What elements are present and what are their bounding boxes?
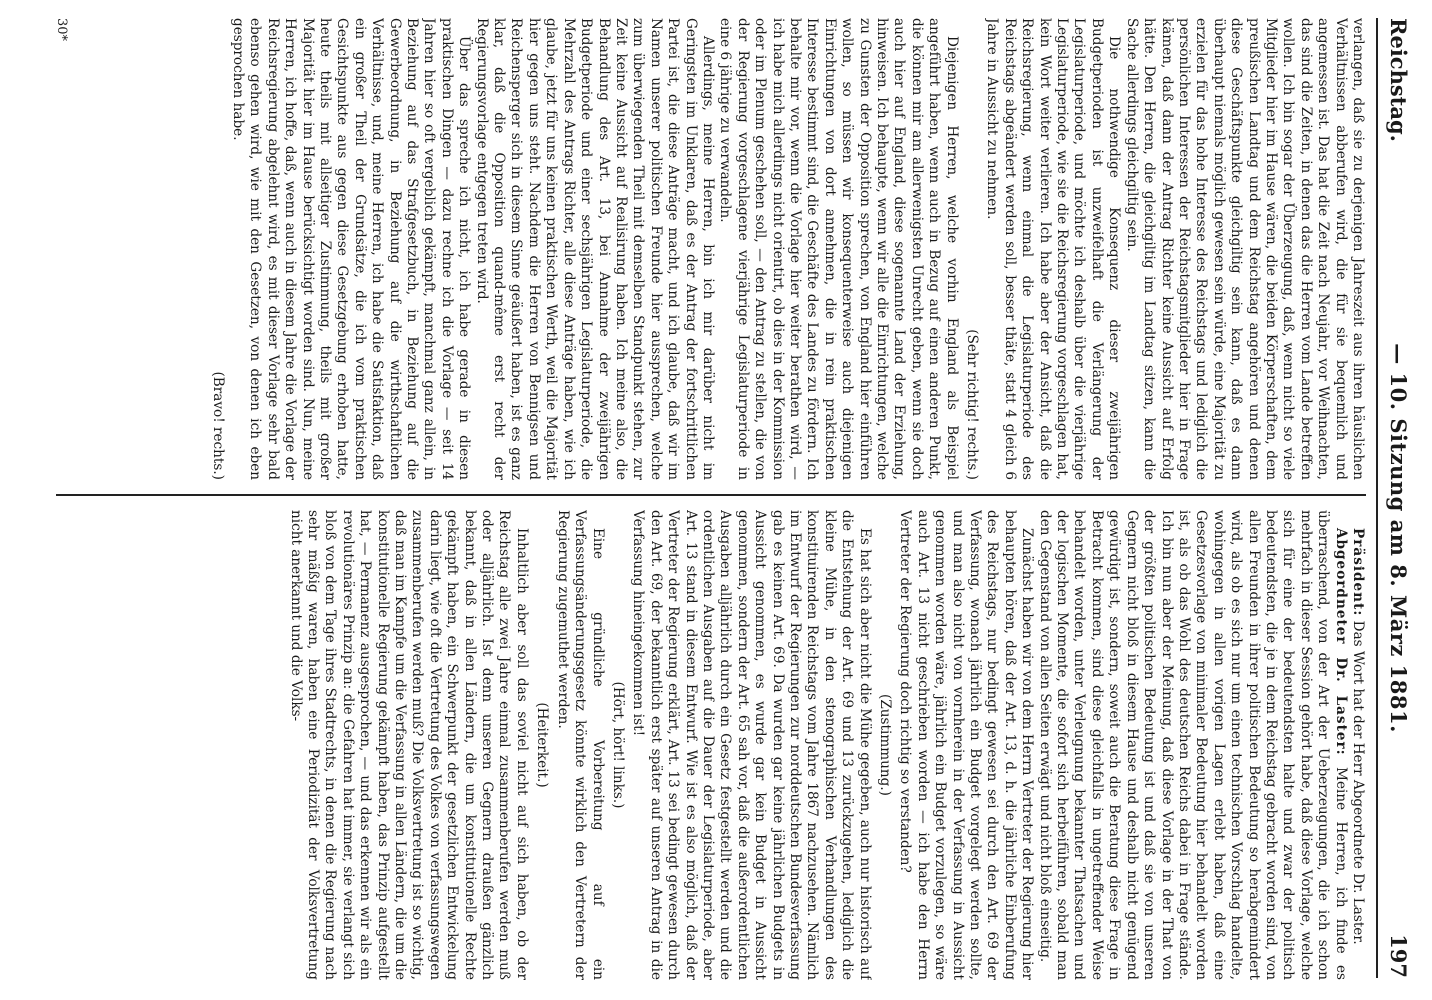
speech-lasker: [1035, 510, 1348, 980]
speech-text: Meine Herren, ich finde es überraschend, von der Art der Ueberzeugungen, die ich schon mehrfach in dieser Session gehört habe, daß diese Vorlage, welche sich für eine der bedeutendsten halte und zwar der politisch bedeutendsten, die je in dem Reichstag gebracht worden sind, von allen Freunden in ihrer politischen Bedeutung so herabgemindert wird, als ob es sich nur um einen technischen Vorschlag handelte, wohingegen in allen vorigen Lagen erlebt haben, daß eine Gesetzesvorlage von minimaler Bedeutung hier behandelt worden ist, als ob das Wohl des deutschen Reichs dabei in Frage stände. Ich bin nun aber der Meinung, daß diese Vorlage in der That von der größten politischen Bedeutung ist und daß sie von unseren Gegnern nicht bloß in diesem Hause und deshalb nicht genügend gewürdigt ist, sondern, soweit auch die Beratung diese Frage in Betracht kommen, sind diese gleichfalls in ungetreffender Weise behandelt worden, unter Verleugnung bekannter Thatsachen und der logischen Momente, die sofort sich herbeiführen, sobald man den Gegenstand von allen Seiten erwägt und nicht bloß einseitig.: [1036, 510, 1349, 980]
interjection: (Heiterkeit.): [534, 702, 551, 788]
header-center: — 10. Sitzung am 8. März 1881.: [1386, 343, 1412, 733]
signature-mark: 30*: [54, 18, 69, 42]
paragraph: Es hat sich aber nicht die Mühe gegeben, auch nur historisch auf die Entstehung der Art. 69 und 13 zurückzugehen, lediglich die kleine Mühe, in den stenographischen Verhandlungen des konstituirenden Reichstags vom Jahre 1867 nachzusehen. Nämlich im Entwurf der Regierungen zur norddeutschen Bundesverfassung gab es keinen Art. 69. Da wurden gar keine jährlichen Budgets in Aussicht genommen, es wurde gar kein Budget in Aussicht genommen, sondern der Art. 65 sah vor, daß die außerordentlichen Ausgaben alljährlich durch ein Gesetz festgestellt werden und die ordentlichen Ausgaben auf die Dauer der Legislaturperiode, aber Art. 13 stand in diesem Entwurf. Wie ist es also möglich, daß der Vertreter der Regierung erklärt, Art. 13 sei bedingt gewesen durch den Art. 69, der bekanntlich erst später auf unseren Antrag in die Verfassung hineingekommen ist!: [630, 510, 873, 980]
speech-text: Das Wort hat der Herr Abgeordnete Dr. Laster.: [1350, 620, 1366, 945]
right-column: [46, 510, 1366, 980]
running-header: [1376, 18, 1420, 978]
page-number: 197: [1386, 934, 1412, 978]
paragraph: Die nothwendige Konsequenz dieser zweijährigen Budgetperioden ist unzweifelhaft die Verlängerung der Legislaturperiode, und möchte ich deshalb über die vierjährige Legislaturperiode, wie sie die Reichsregierung vorgeschlagen hat, kein Wort weiter verlieren. Ich habe aber der Ansicht, daß die Reichsregierung, wenn einmal die Legislaturperiode des Reichstags abgeändert werden soll, besser thäte, statt 4 gleich 6 Jahre in Aussicht zu nehmen.: [984, 18, 1123, 480]
paragraph: verlangen, daß sie zu derjenigen Jahreszeit aus ihren häuslichen Verhältnissen abberufen wird, die für sie bequemlich und angemessen ist. Das hat die Zeit nach Neujahr, vor Weihnachten, das sind die Zeiten, in denen das die Herren vom Lande betreffen wollen. Ich bin sogar der Überzeugung, daß, wenn nicht so viele Mitglieder hier im Hause wären, die beiden Körperschaften, dem preußischen Landtag und dem Reichstag angehören und denen diese Geschäftspunkte gleichgiltig sein kann, daß es dann überhaupt niemals möglich gewesen sein würde, eine Majorität zu erzielen für das hohe Interesse des Reichstags und lediglich die persönlichen Interessen der Reichstagsmitglieder hier in Frage kämen, daß dann der Antrag Richter keine Aussicht auf Erfolg hätte. Den Herren, die gleichgiltig im Landtag sitzen, kann die Sache allerdings gleichgiltig sein.: [1123, 18, 1366, 480]
text-columns: [46, 18, 1366, 982]
interjection: (Sehr richtig! rechts.): [964, 329, 981, 480]
speaker-name: Präsident:: [1350, 528, 1366, 617]
paragraph: Eine gründliche Vorbereitung auf ein Verfassungsänderungsgesetz könnte wirklich den Vertretern der Regierung zugemuthet werden.: [554, 510, 606, 980]
interjection: (Bravo! rechts.): [209, 371, 226, 480]
speech-president: [1349, 510, 1366, 980]
paragraph: Über das spreche ich nicht, ich habe gerade in diesen praktischen Dingen — dazu rechne ich die Vorlage — seit 14 Jahren hier so oft vergeblich gekämpft, manchmal ganz allein, in Beziehung auf das Strafgesetzbuch, in Beziehung auf die Gewerbeordnung, in Beziehung auf die wirthschaftlichen Verhältnisse, und, meine Herren, ich habe die Satisfaktion, daß ein großer Theil der Grundsätze, die ich vom praktischen Gesichtspunkte aus gegen diese Gesetzgebung erhoben hatte, heute theils mit allseitiger Zustimmung, theils mit großer Majorität hier im Hause berücksichtigt worden sind. Nun, meine Herren, ich hoffe, daß, wenn auch in diesem Jahre die Vorlage der Reichsregierung abgelehnt wird, es mit dieser Vorlage sehr bald ebenso gehen wird, wie mit den Gesetzen, von denen ich eben gesprochen habe.: [230, 18, 473, 480]
speaker-name: Abgeordneter Dr. Laster:: [1332, 528, 1349, 756]
paragraph: Allerdings, meine Herren, bin ich mir darüber nicht im Geringsten im Unklaren, daß es der Antrag der fortschrittlichen Partei ist, die diese Anträge macht, und ich glaube, daß wir im Namen unserer politischen Freunde hier aussprechen, welche zum überwiegenden Theil mit demselben Standpunkt stehen, zur Zeit keine Aussicht auf Realisirung haben. Ich meine also, die Behandlung des Art. 13, bei Annahme der zweijährigen Budgetperiode und einer sechsjährigen Legislaturperiode, die Mehrzahl des Antrags Richter, alle diese Anträge haben, wie ich glaube, jetzt für uns keinen praktischen Werth, weil die Majorität hier gegen uns steht. Nachdem die Herren von Bennigsen und Reichensperger sich in diesem Sinne geäußert haben, ist es ganz klar, daß die Opposition quand-même erst recht der Regierungsvorlage entgegen treten wird.: [473, 18, 716, 480]
paragraph: Zunächst haben wir von dem Herrn Vertreter der Regierung hier behaupten hören, daß der Art. 13, d. h. die jährliche Einberufung des Reichstags, nur bedingt gewesen sei durch den Art. 69 der Verfassung, wonach jährlich ein Budget vorgelegt werden sollte, und man also nicht von vornherein in der Verfassung in Aussicht genommen worden wäre, jährlich ein Budget vorzulegen, so wäre auch Art. 13 nicht geschrieben worden — ich habe den Herrn Vertreter der Regierung doch richtig so verstanden?: [897, 510, 1036, 980]
column-divider: [56, 494, 1366, 496]
paragraph: Diejenigen Herren, welche vorhin England als Beispiel angeführt haben, wenn auch in Bezug auf einen anderen Punkt, die können mir am allerwenigsten Unrecht geben, wenn sie doch auch hier auf England, diese sogenannte Land der Erziehung, hinweisen. Ich behaupte, wenn wir alle die Einrichtungen, welche zu Gunsten der Opposition sprechen, von England hier einführen wollen, so müssen wir konsequenterweise auch diejenigen Einrichtungen von dort annehmen, die in rein praktischen Interesse bestimmt sind, die Geschäfte des Landes zu fördern. Ich behalte mir vor, wenn die Vorlage hier weiter berathen wird, — ich habe mich allerdings nicht orientirt, ob dies in der Kommission oder im Plenum geschehen soll, — den Antrag zu stellen, die von der Regierung vorgeschlagene vierjährige Legislaturperiode in eine 6 jährige zu verwandeln.: [717, 18, 960, 480]
interjection: (Hört, hört! links.): [609, 681, 626, 809]
left-column: [46, 18, 1366, 480]
interjection: (Zustimmung.): [877, 694, 894, 796]
header-left: Reichstag.: [1386, 18, 1412, 142]
paragraph: Inhaltlich aber soll das soviel nicht auf sich haben, ob der Reichstag alle zwei Jahre einmal zusammenberufen werden muß oder alljährlich. Ist denn unseren Gegnern draußen gänzlich bekannt, daß in allen Ländern, die um konstitutionelle Rechte gekämpft haben, ein Schwerpunkt der gesetzlichen Entwickelung darin liegt, wie oft die Vertretung des Volkes von verfassungswegen zusammenberufen werden muß? Die Volksvertretung ist so wichtig, daß man im Kampfe um die Verfassung in allen Ländern, die um die konstitutionelle Regierung gekämpft haben, das Prinzip aufgestellt hat, — Permanenz ausgesprochen, — und das erkennen wir als ein revolutionäres Prinzip an: die Gefahren hat immer, sie verlangt sich bloß von dem Tage ihres Stadtrechts, in denen die Regierung nach sehr mäßig waren, haben eine Periodizität der Volksvertretung nicht anerkannt und die Volks-: [287, 510, 530, 980]
